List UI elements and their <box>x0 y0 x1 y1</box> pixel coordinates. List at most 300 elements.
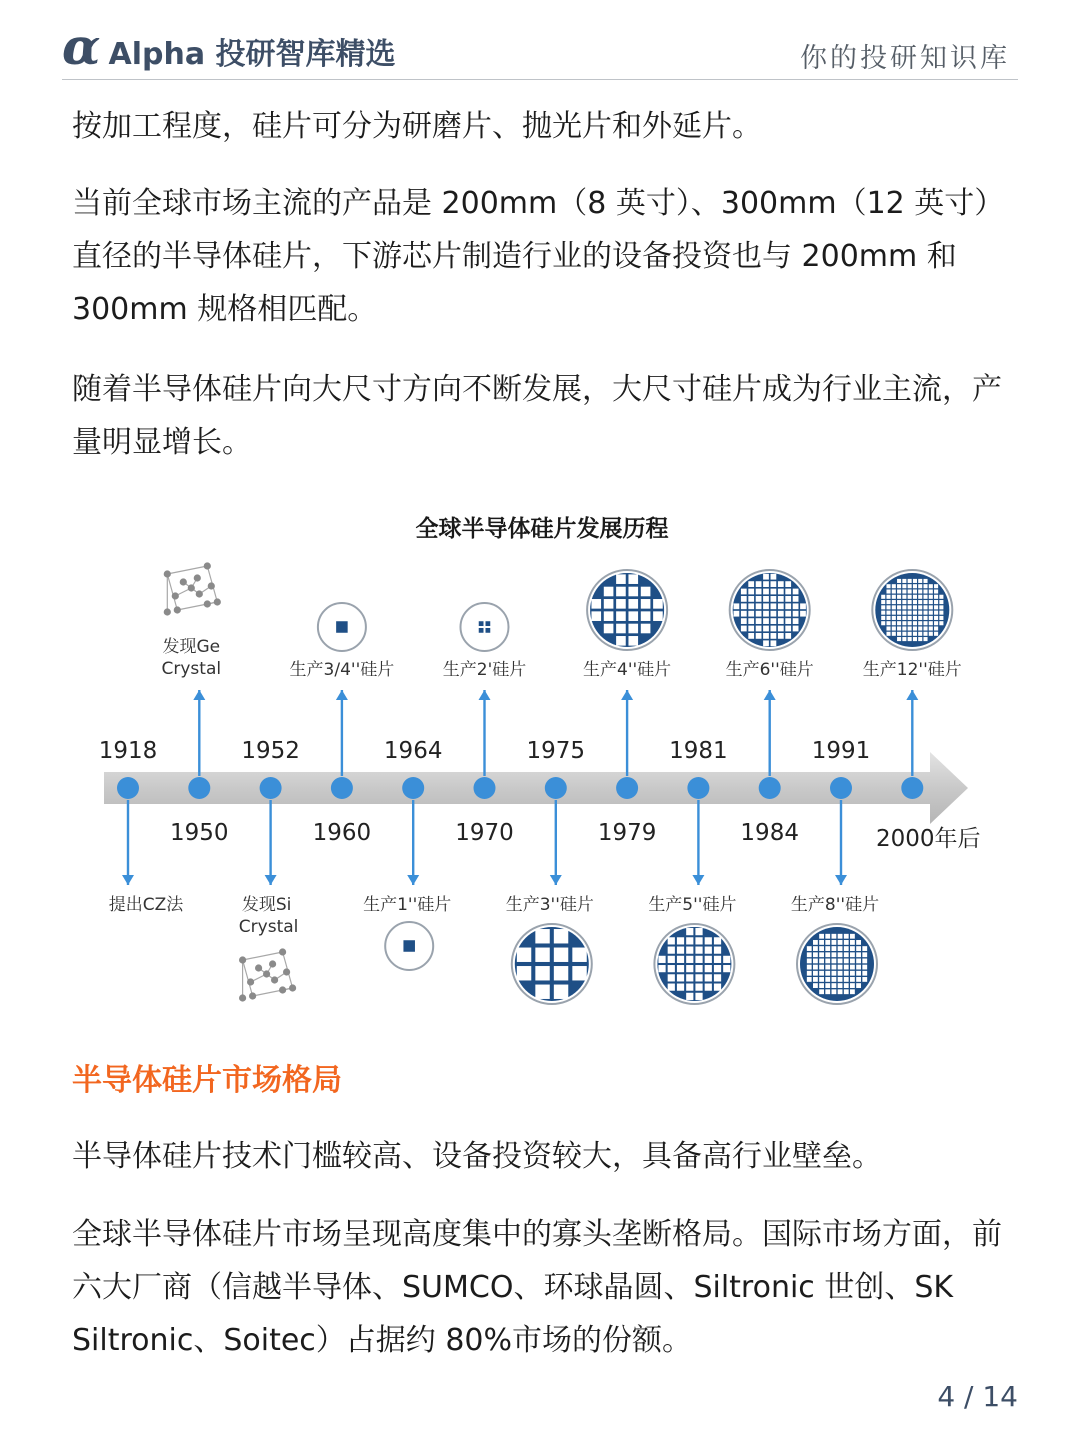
wafer-8-grid-icon-grid <box>705 937 712 944</box>
wafer-12-grid-icon-grid <box>813 946 818 951</box>
wafer-10-grid-icon-grid <box>771 611 777 617</box>
wafer-10-grid-icon-grid <box>771 603 777 609</box>
wafer-14-grid-icon-grid <box>918 632 922 636</box>
page-header <box>62 17 1018 80</box>
wafer-14-grid-icon-grid <box>939 605 943 609</box>
wafer-10-grid-icon-grid <box>778 626 784 632</box>
wafer-12-grid-icon-grid <box>825 977 830 982</box>
wafer-6-grid-icon-grid <box>591 611 601 621</box>
wafer-12-grid-icon-grid <box>862 946 867 951</box>
wafer-12-grid-icon-grid <box>838 952 843 957</box>
wafer-14-grid-icon-grid <box>934 600 938 604</box>
wafer-14-grid-icon-grid <box>886 589 890 593</box>
wafer-14-grid-icon-grid <box>892 584 896 588</box>
wafer-14-grid-icon-grid <box>892 632 896 636</box>
wafer-6-grid-icon <box>587 570 667 650</box>
wafer-14-grid-icon-grid <box>897 616 901 620</box>
wafer-12-grid-icon-grid <box>825 952 830 957</box>
wafer-14-grid-icon-grid <box>897 626 901 630</box>
milestone-label-up: 生产12''硅片 <box>862 660 962 680</box>
wafer-10-grid-icon-grid <box>771 589 777 595</box>
wafer-8-grid-icon-grid <box>686 993 693 1000</box>
wafer-14-grid-icon-grid <box>892 605 896 609</box>
wafer-14-grid-icon-grid <box>918 637 922 641</box>
wafer-12-grid-icon-grid <box>844 989 849 994</box>
wafer-6-grid-icon-grid <box>628 636 638 646</box>
wafer-10-grid-icon-grid <box>763 626 769 632</box>
milestone-label-up: 生产6''硅片 <box>725 660 814 680</box>
wafer-12-grid-icon-grid <box>813 983 818 988</box>
wafer-8-grid-icon-grid <box>677 937 684 944</box>
wafer-14-grid-icon-grid <box>939 616 943 620</box>
wafer-14-grid-icon-grid <box>934 589 938 593</box>
wafer-14-grid-icon-grid <box>897 595 901 599</box>
wafer-12-grid-icon-grid <box>850 959 855 964</box>
wafer-12-grid-icon-grid <box>838 946 843 951</box>
wafer-12-grid-icon-grid <box>825 946 830 951</box>
wafer-10-grid-icon-grid <box>785 618 791 624</box>
wafer-14-grid-icon-grid <box>892 600 896 604</box>
wafer-4-grid-icon-grid <box>535 966 549 980</box>
wafer-8-grid-icon-grid <box>714 947 721 954</box>
up-arrow-head <box>621 690 633 700</box>
wafer-14-grid-icon-grid <box>939 600 943 604</box>
wafer-8-grid-icon-grid <box>686 947 693 954</box>
crystal-lattice-icon-atom <box>271 976 278 983</box>
wafer-10-grid-icon-grid <box>756 633 762 639</box>
wafer-14-grid-icon-grid <box>908 621 912 625</box>
wafer-10-grid-icon-grid <box>778 596 784 602</box>
timeline-year-top: 1964 <box>383 738 443 764</box>
wafer-14-grid-icon-grid <box>918 579 922 583</box>
wafer-10-grid-icon-grid <box>741 626 747 632</box>
wafer-12-grid-icon-grid <box>850 965 855 970</box>
wafer-12-grid-icon-grid <box>819 952 824 957</box>
wafer-2-grid-icon <box>461 603 509 651</box>
wafer-14-grid-icon-grid <box>908 626 912 630</box>
wafer-12-grid-icon-disc <box>800 927 874 1001</box>
wafer-14-grid-icon-grid <box>929 584 933 588</box>
wafer-10-grid-icon-grid <box>785 603 791 609</box>
wafer-14-grid-icon-grid <box>918 595 922 599</box>
wafer-12-grid-icon-grid <box>832 983 837 988</box>
wafer-14-grid-icon-grid <box>923 611 927 615</box>
wafer-1-grid-icon-die <box>336 621 348 633</box>
wafer-8-grid-icon-grid <box>668 965 675 972</box>
wafer-12-grid-icon-grid <box>844 959 849 964</box>
wafer-6-grid-icon-grid <box>616 636 626 646</box>
wafer-14-grid-icon-grid <box>929 605 933 609</box>
wafer-14-grid-icon-grid <box>897 584 901 588</box>
wafer-12-grid-icon-grid <box>819 965 824 970</box>
wafer-14-grid-icon-grid <box>902 584 906 588</box>
wafer-14-grid-icon-grid <box>892 621 896 625</box>
wafer-12-grid-icon-grid <box>832 977 837 982</box>
wafer-14-grid-icon-grid <box>886 621 890 625</box>
wafer-12-grid-icon-grid <box>862 959 867 964</box>
crystal-lattice-icon-edge <box>243 952 283 960</box>
wafer-8-grid-icon-grid <box>695 928 702 935</box>
wafer-10-grid-icon-grid <box>771 581 777 587</box>
crystal-lattice-icon-atom <box>255 964 262 971</box>
alpha-logo-icon: α <box>62 17 101 76</box>
wafer-10-grid-icon-grid <box>793 589 799 595</box>
wafer-8-grid-icon-grid <box>714 974 721 981</box>
wafer-14-grid-icon-grid <box>923 589 927 593</box>
wafer-10-grid-icon-grid <box>741 618 747 624</box>
wafer-10-grid-icon-grid <box>778 611 784 617</box>
brand-name: Alpha 投研智库精选 <box>108 37 396 72</box>
wafer-6-grid-icon-grid <box>641 587 651 597</box>
wafer-14-grid-icon-grid <box>913 605 917 609</box>
wafer-10-grid-icon-grid <box>748 626 754 632</box>
crystal-lattice-icon-edge <box>243 960 253 996</box>
wafer-10-grid-icon-grid <box>793 611 799 617</box>
wafer-6-grid-icon-grid <box>641 599 651 609</box>
wafer-10-grid-icon-grid <box>748 633 754 639</box>
wafer-6-grid-icon-grid <box>604 587 614 597</box>
wafer-14-grid-icon-grid <box>892 611 896 615</box>
wafer-1-grid-icon <box>318 603 366 651</box>
wafer-10-grid-icon-grid <box>785 581 791 587</box>
wafer-14-grid-icon-grid <box>902 611 906 615</box>
crystal-lattice-icon-atom <box>283 968 290 975</box>
wafer-6-grid-icon-grid <box>628 624 638 634</box>
wafer-10-grid-icon-grid <box>763 603 769 609</box>
wafer-14-grid-icon-grid <box>913 589 917 593</box>
wafer-12-grid-icon-grid <box>807 952 812 957</box>
wafer-8-grid-icon-grid <box>695 965 702 972</box>
wafer-6-grid-icon-disc <box>590 573 664 647</box>
wafer-14-grid-icon-grid <box>897 589 901 593</box>
milestone-label-down: 生产8''硅片 <box>790 895 880 915</box>
timeline-dot <box>331 777 353 799</box>
wafer-14-grid-icon-grid <box>902 626 906 630</box>
wafer-12-grid-icon-grid <box>850 940 855 945</box>
wafer-14-grid-icon-grid <box>897 605 901 609</box>
wafer-8-grid-icon-grid <box>695 993 702 1000</box>
crystal-lattice-icon-atom <box>279 986 286 993</box>
wafer-10-grid-icon-grid <box>800 611 806 617</box>
wafer-10-grid-icon-grid <box>748 603 754 609</box>
wafer-12-grid-icon-grid <box>838 965 843 970</box>
wafer-10-grid-icon-grid <box>771 596 777 602</box>
wafer-12-grid-icon-grid <box>844 940 849 945</box>
wafer-6-grid-icon-grid <box>641 611 651 621</box>
wafer-6-grid-icon-grid <box>641 624 651 634</box>
wafer-14-grid-icon-grid <box>918 584 922 588</box>
wafer-14-grid-icon-grid <box>908 616 912 620</box>
wafer-14-grid-icon-grid <box>929 595 933 599</box>
wafer-12-grid-icon-grid <box>850 977 855 982</box>
wafer-12-grid-icon-grid <box>844 983 849 988</box>
wafer-12-grid-icon-grid <box>838 989 843 994</box>
wafer-12-grid-icon-grid <box>813 977 818 982</box>
milestone-label-down: 提出CZ法 <box>108 895 184 915</box>
crystal-lattice-icon-atom <box>180 578 187 585</box>
wafer-14-grid-icon-grid <box>913 616 917 620</box>
wafer-14-grid-icon-grid <box>886 616 890 620</box>
crystal-lattice-icon-atom <box>194 574 201 581</box>
brand <box>62 17 396 76</box>
wafer-4-grid-icon-grid <box>517 948 531 962</box>
wafer-10-grid-icon-grid <box>763 640 769 646</box>
wafer-12-grid-icon-grid <box>862 971 867 976</box>
wafer-14-grid-icon-grid <box>934 626 938 630</box>
crystal-lattice-icon-edge <box>167 574 177 610</box>
wafer-6-grid-icon-grid <box>616 611 626 621</box>
wafer-14-grid-icon-grid <box>923 579 927 583</box>
wafer-12-grid-icon-grid <box>813 959 818 964</box>
milestone-label-down: 发现Si <box>241 895 292 915</box>
wafer-6-grid-icon-grid <box>628 587 638 597</box>
wafer-12-grid-icon-grid <box>856 977 861 982</box>
wafer-14-grid-icon-grid <box>923 632 927 636</box>
wafer-14-grid-icon-grid <box>913 626 917 630</box>
wafer-14-grid-icon-grid <box>913 611 917 615</box>
wafer-10-grid-icon-grid <box>793 603 799 609</box>
wafer-14-grid-icon-grid <box>886 611 890 615</box>
milestone-label-down: 生产5''硅片 <box>648 895 737 915</box>
wafer-10-grid-icon-grid <box>756 626 762 632</box>
wafer-10-grid-icon-grid <box>748 581 754 587</box>
wafer-12-grid-icon-grid <box>819 983 824 988</box>
wafer-14-grid-icon-grid <box>908 605 912 609</box>
wafer-6-grid-icon-grid <box>653 611 663 621</box>
wafer-14-grid-icon-grid <box>913 637 917 641</box>
wafer-12-grid-icon-grid <box>819 934 824 939</box>
wafer-14-grid-icon-grid <box>897 579 901 583</box>
wafer-4-grid-icon-grid <box>535 948 549 962</box>
wafer-8-grid-icon-grid <box>668 937 675 944</box>
wafer-14-grid-icon-grid <box>918 626 922 630</box>
wafer-8-grid-icon-grid <box>714 956 721 963</box>
wafer-14-grid-icon-grid <box>902 637 906 641</box>
wafer-6-grid-icon-grid <box>616 624 626 634</box>
wafer-12-grid-icon-grid <box>838 959 843 964</box>
milestone-label-down: 生产1''硅片 <box>363 895 452 915</box>
wafer-14-grid-icon-grid <box>929 611 933 615</box>
wafer-10-grid-icon-grid <box>785 626 791 632</box>
wafer-8-grid-icon-grid <box>695 937 702 944</box>
wafer-8-grid-icon-grid <box>714 937 721 944</box>
wafer-14-grid-icon-grid <box>908 637 912 641</box>
wafer-10-grid-icon-grid <box>741 596 747 602</box>
wafer-8-grid-icon-grid <box>723 956 730 963</box>
wafer-2-grid-icon-die <box>479 621 484 626</box>
wafer-12-grid-icon-grid <box>807 959 812 964</box>
crystal-lattice-icon-atom <box>239 956 246 963</box>
wafer-14-grid-icon-grid <box>886 632 890 636</box>
wafer-10-grid-icon-grid <box>756 589 762 595</box>
wafer-14-grid-icon-grid <box>892 589 896 593</box>
wafer-6-grid-icon-grid <box>653 599 663 609</box>
wafer-8-grid-icon-grid <box>677 984 684 991</box>
wafer-12-grid-icon-grid <box>856 965 861 970</box>
wafer-12-grid-icon-grid <box>825 959 830 964</box>
wafer-12-grid-icon-grid <box>832 952 837 957</box>
wafer-8-grid-icon-grid <box>705 974 712 981</box>
wafer-12-grid-icon-grid <box>838 971 843 976</box>
wafer-1-grid-icon <box>385 922 433 970</box>
wafer-timeline-figure <box>90 500 990 1020</box>
wafer-10-grid-icon-grid <box>763 596 769 602</box>
wafer-14-grid-icon-grid <box>881 621 885 625</box>
wafer-12-grid-icon-grid <box>813 940 818 945</box>
wafer-12-grid-icon-grid <box>832 940 837 945</box>
down-arrow-head <box>835 875 847 885</box>
timeline-year-top: 1975 <box>526 738 586 764</box>
wafer-14-grid-icon-grid <box>902 589 906 593</box>
wafer-14-grid-icon-grid <box>934 584 938 588</box>
wafer-14-grid-icon-grid <box>902 621 906 625</box>
wafer-12-grid-icon-grid <box>819 940 824 945</box>
wafer-14-grid-icon-grid <box>929 589 933 593</box>
wafer-10-grid-icon-grid <box>785 589 791 595</box>
wafer-10-grid-icon-grid <box>771 640 777 646</box>
wafer-6-grid-icon-grid <box>628 599 638 609</box>
wafer-12-grid-icon-grid <box>813 971 818 976</box>
wafer-4-grid-icon-disc <box>515 927 589 1001</box>
wafer-14-grid-icon-grid <box>881 611 885 615</box>
up-arrow-head <box>906 690 918 700</box>
wafer-14-grid-icon-grid <box>918 611 922 615</box>
timeline-dot <box>616 777 638 799</box>
paragraph-barriers: 半导体硅片技术门槛较高、设备投资较大，具备高行业壁垒。 <box>72 1139 882 1174</box>
crystal-lattice-icon-atom <box>269 960 276 967</box>
wafer-12-grid-icon-grid <box>832 959 837 964</box>
wafer-12-grid-icon-grid <box>825 971 830 976</box>
up-arrow-head <box>479 690 491 700</box>
wafer-14-grid-icon-grid <box>918 616 922 620</box>
timeline-year-bottom: 2000年后 <box>876 826 981 852</box>
crystal-lattice-icon-atom <box>249 992 256 999</box>
timeline-dot <box>260 777 282 799</box>
down-arrow-head <box>407 875 419 885</box>
wafer-14-grid-icon-grid <box>902 632 906 636</box>
wafer-14-grid-icon-grid <box>939 611 943 615</box>
wafer-12-grid-icon-grid <box>850 952 855 957</box>
wafer-12-grid-icon-grid <box>862 977 867 982</box>
timeline-year-bottom: 1970 <box>455 820 514 846</box>
wafer-14-grid-icon-grid <box>881 616 885 620</box>
wafer-12-grid-icon-grid <box>844 952 849 957</box>
wafer-12-grid-icon-grid <box>807 946 812 951</box>
wafer-10-grid-icon-grid <box>778 589 784 595</box>
wafer-14-grid-icon-grid <box>934 595 938 599</box>
wafer-6-grid-icon-grid <box>616 574 626 584</box>
crystal-lattice-icon-atom <box>214 598 221 605</box>
wafer-2-grid-icon-ring <box>461 603 509 651</box>
wafer-6-grid-icon-grid <box>604 624 614 634</box>
wafer-12-grid-icon-grid <box>832 946 837 951</box>
wafer-14-grid-icon-grid <box>918 589 922 593</box>
wafer-12-grid-icon-grid <box>832 971 837 976</box>
paragraph-processing-types: 按加工程度，硅片可分为研磨片、抛光片和外延片。 <box>72 109 762 144</box>
crystal-lattice-icon-atom <box>164 570 171 577</box>
wafer-6-grid-icon-grid <box>628 574 638 584</box>
wafer-10-grid-icon-grid <box>763 633 769 639</box>
wafer-6-grid-icon-grid <box>604 611 614 621</box>
wafer-12-grid-icon-grid <box>850 971 855 976</box>
wafer-14-grid-icon-grid <box>897 621 901 625</box>
wafer-14-grid-icon-grid <box>897 600 901 604</box>
wafer-14-grid-icon-grid <box>897 632 901 636</box>
wafer-14-grid-icon-grid <box>881 600 885 604</box>
header-tagline: 你的投研知识库 <box>800 43 1010 74</box>
wafer-2-grid-icon-die <box>486 628 491 633</box>
crystal-lattice-icon-atom <box>289 984 296 991</box>
wafer-12-grid-icon-grid <box>844 977 849 982</box>
wafer-8-grid-icon-grid <box>668 984 675 991</box>
timeline-dot <box>830 777 852 799</box>
wafer-12-grid-icon-grid <box>856 983 861 988</box>
wafer-14-grid-icon-grid <box>913 632 917 636</box>
wafer-8-grid-icon-grid <box>677 947 684 954</box>
wafer-14-grid-icon-grid <box>908 611 912 615</box>
wafer-14-grid-icon-grid <box>908 589 912 593</box>
wafer-10-grid-icon <box>730 570 810 650</box>
wafer-12-grid-icon-grid <box>813 952 818 957</box>
crystal-lattice-icon-atom <box>174 606 181 613</box>
wafer-6-grid-icon-grid <box>616 587 626 597</box>
figure-title: 全球半导体硅片发展历程 <box>415 516 669 542</box>
wafer-4-grid-icon-grid <box>517 966 531 980</box>
wafer-14-grid-icon-grid <box>886 584 890 588</box>
wafer-12-grid-icon-grid <box>832 965 837 970</box>
wafer-12-grid-icon-grid <box>807 977 812 982</box>
wafer-10-grid-icon-grid <box>741 611 747 617</box>
wafer-12-grid-icon-grid <box>825 940 830 945</box>
wafer-14-grid-icon-grid <box>886 626 890 630</box>
wafer-14-grid-icon-grid <box>913 579 917 583</box>
timeline-dot <box>188 777 210 799</box>
wafer-10-grid-icon-grid <box>763 574 769 580</box>
up-arrow-head <box>336 690 348 700</box>
up-arrow-head <box>764 690 776 700</box>
wafer-8-grid-icon-grid <box>686 974 693 981</box>
crystal-lattice-icon-atom <box>204 562 211 569</box>
wafer-10-grid-icon-grid <box>763 611 769 617</box>
wafer-10-grid-icon-grid <box>734 611 740 617</box>
wafer-12-grid-icon-grid <box>813 965 818 970</box>
wafer-10-grid-icon-grid <box>778 603 784 609</box>
wafer-12-grid-icon <box>797 924 877 1004</box>
wafer-10-grid-icon-grid <box>748 589 754 595</box>
wafer-10-grid-icon-grid <box>778 618 784 624</box>
wafer-12-grid-icon-grid <box>832 989 837 994</box>
wafer-14-grid-icon-grid <box>908 584 912 588</box>
wafer-12-grid-icon-grid <box>850 989 855 994</box>
wafer-4-grid-icon-grid <box>535 985 549 999</box>
timeline-year-bottom: 1984 <box>740 820 799 846</box>
timeline-dot <box>402 777 424 799</box>
wafer-10-grid-icon-grid <box>748 618 754 624</box>
wafer-8-grid-icon-grid <box>686 984 693 991</box>
wafer-4-grid-icon-grid <box>572 948 586 962</box>
milestone-label-up: 生产2'硅片 <box>442 660 527 680</box>
wafer-6-grid-icon-grid <box>616 599 626 609</box>
wafer-12-grid-icon-grid <box>856 952 861 957</box>
wafer-14-grid-icon-grid <box>908 595 912 599</box>
wafer-10-grid-icon-grid <box>756 596 762 602</box>
timeline-year-top: 1981 <box>669 738 728 764</box>
timeline-dot <box>687 777 709 799</box>
milestone-label-up: 生产4''硅片 <box>583 660 672 680</box>
wafer-8-grid-icon-grid <box>714 965 721 972</box>
page-number: 4 / 14 <box>937 1380 1018 1413</box>
wafer-14-grid-icon-grid <box>923 626 927 630</box>
